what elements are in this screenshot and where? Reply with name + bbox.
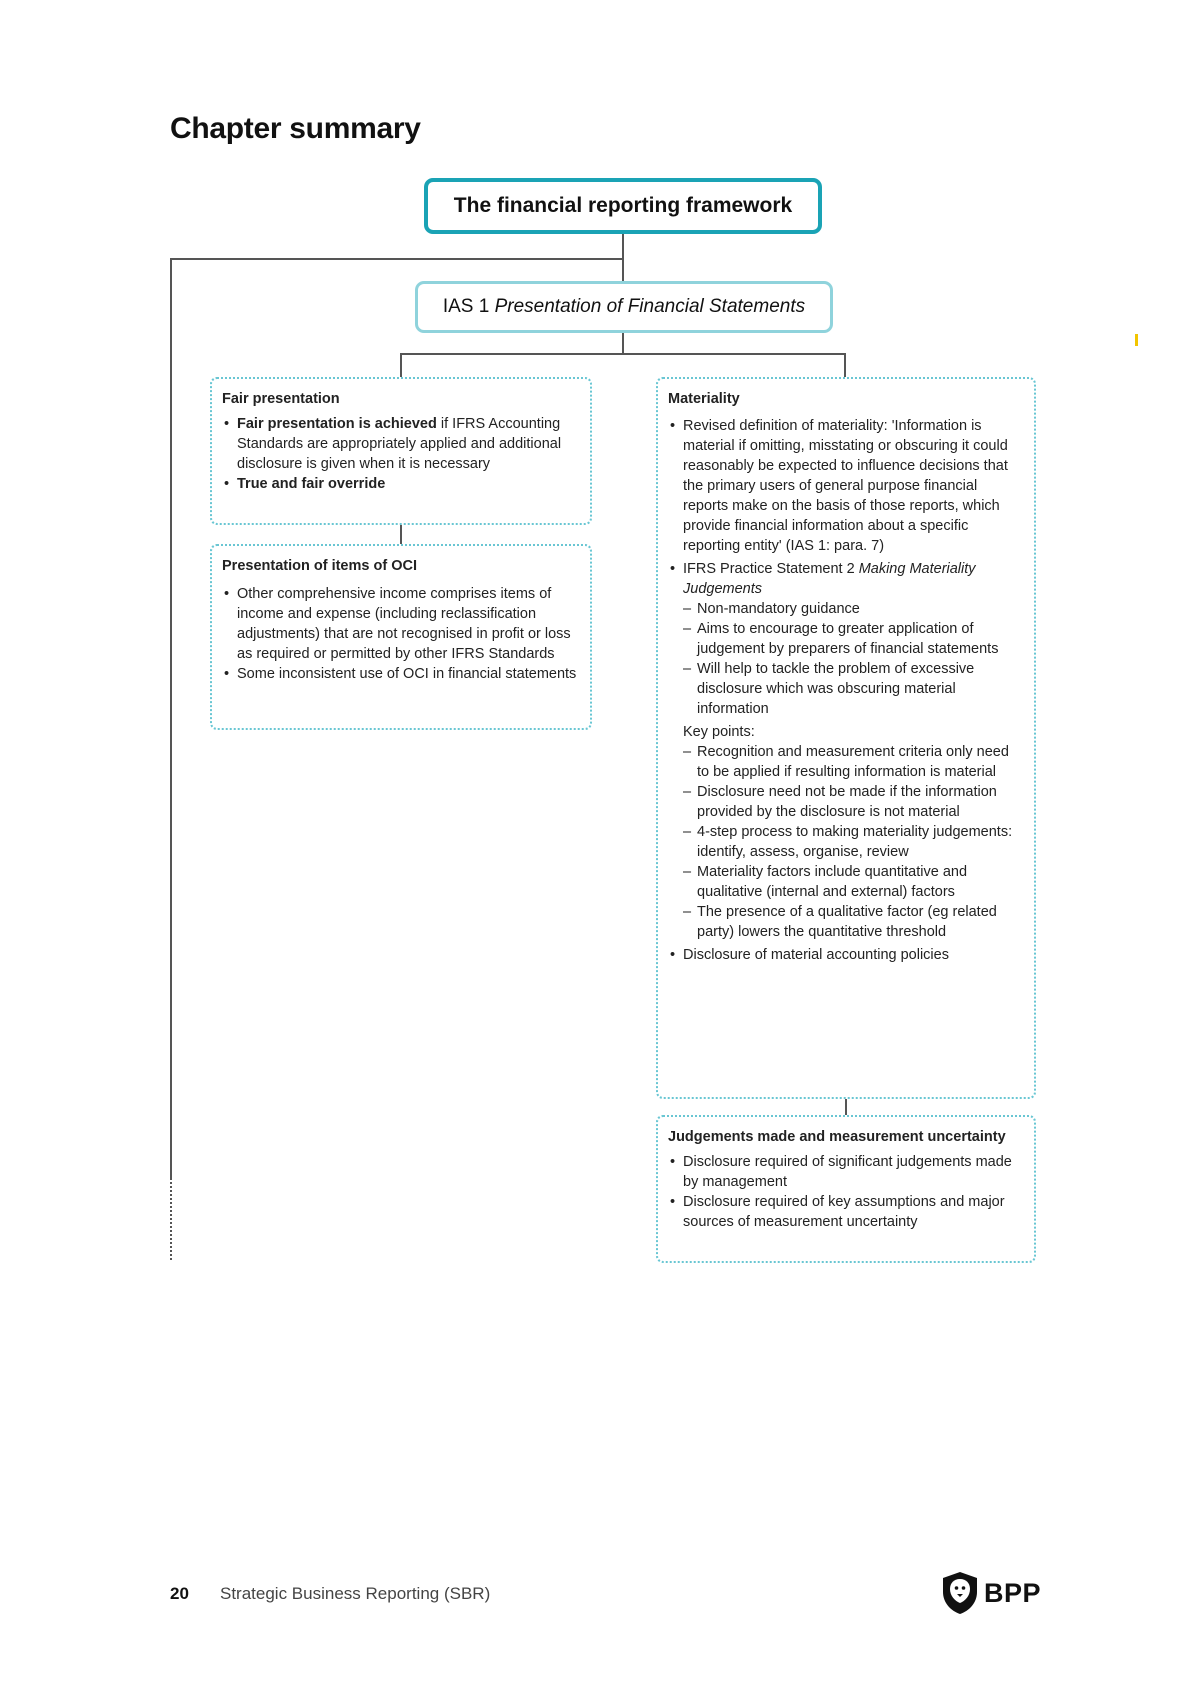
lion-shield-icon xyxy=(940,1570,980,1616)
list-item: • Other comprehensive income comprises items of income and expense (including reclassification adjustments) that are not recognised in profit or loss as required or permitted by other IFRS Standards xyxy=(222,584,580,664)
list-item: • Disclosure of material accounting policies xyxy=(668,945,1024,965)
dash-item: – Will help to tackle the problem of excessive disclosure which was obscuring material information xyxy=(683,659,1024,719)
bpp-logo xyxy=(940,1570,1041,1616)
connector-left-vertical xyxy=(170,258,172,1178)
list-item: • Disclosure required of key assumptions and major sources of measurement uncertainty xyxy=(668,1192,1024,1232)
dash-item: – 4-step process to making materiality judgements: identify, assess, organise, review xyxy=(683,822,1024,862)
materiality-box xyxy=(656,377,1036,1099)
connector-fair-oci xyxy=(400,525,402,544)
connector-branch-right xyxy=(844,353,846,377)
connector-branch-left xyxy=(400,353,402,377)
bullet-text: Revised definition of materiality: xyxy=(683,418,892,434)
bullet-text: IFRS Practice Statement 2 xyxy=(683,561,859,577)
connector-branch-horizontal xyxy=(400,353,846,355)
oci-title: Presentation of items of OCI xyxy=(222,558,417,574)
logo-text: BPP xyxy=(984,1577,1042,1608)
dash-item: – Disclosure need not be made if the information provided by the disclosure is not material xyxy=(683,782,1024,822)
root-node: The financial reporting framework xyxy=(424,178,822,234)
footer-title: Strategic Business Reporting (SBR) xyxy=(220,1584,491,1603)
bullet-text: if IFRS Accounting Standards are appropriately applied and additional disclosure is given when it is necessary xyxy=(237,416,562,472)
list-item xyxy=(668,416,1024,556)
oci-box xyxy=(210,544,592,730)
margin-mark xyxy=(1135,334,1138,346)
practice-statement-title: Making Materiality Judgements xyxy=(683,561,976,597)
fair-presentation-title: Fair presentation xyxy=(222,391,340,407)
judgements-box xyxy=(656,1115,1036,1263)
dash-item: – Non-mandatory guidance xyxy=(683,599,1024,619)
dash-item: – Materiality factors include quantitative and qualitative (internal and external) factors xyxy=(683,862,1024,902)
list-item: • Disclosure required of significant judgements made by management xyxy=(668,1152,1024,1192)
ias1-prefix: IAS 1 xyxy=(442,296,495,317)
list-item xyxy=(222,474,580,494)
materiality-title: Materiality xyxy=(668,391,740,407)
connector-materiality-judgements xyxy=(845,1099,847,1115)
bullet-bold: Fair presentation is achieved xyxy=(237,416,437,432)
ias1-title: Presentation of Financial Statements xyxy=(494,296,806,317)
dash-item: – The presence of a qualitative factor (eg related party) lowers the quantitative threshold xyxy=(683,902,1024,942)
ias1-node xyxy=(415,281,833,333)
dash-item: – Recognition and measurement criteria only need to be applied if resulting information is material xyxy=(683,742,1024,782)
connector-ias-down xyxy=(622,333,624,355)
list-item xyxy=(222,414,580,474)
connector-left-dotted xyxy=(170,1178,172,1260)
page-title: Chapter summary xyxy=(170,112,421,145)
judgements-title: Judgements made and measurement uncertainty xyxy=(668,1129,1006,1145)
page-number: 20 xyxy=(170,1584,189,1603)
connector-left-horizontal xyxy=(170,258,624,260)
bullet-bold: True and fair override xyxy=(237,476,386,492)
list-item xyxy=(668,559,1024,719)
fair-presentation-box xyxy=(210,377,592,525)
key-points xyxy=(668,722,1024,942)
dash-item: – Aims to encourage to greater application of judgement by preparers of financial statements xyxy=(683,619,1024,659)
list-item: • Some inconsistent use of OCI in financial statements xyxy=(222,664,580,684)
materiality-definition: 'Information is material if omitting, misstating or obscuring it could reasonably be expected to influence decisions that the primary users of general purpose financial reports make on the basis of those reports, which provide financial information about a specific reporting entity' (IAS 1: para. 7) xyxy=(683,418,1008,554)
connector-root-down xyxy=(622,234,624,281)
key-points-label: Key points: xyxy=(683,724,755,740)
